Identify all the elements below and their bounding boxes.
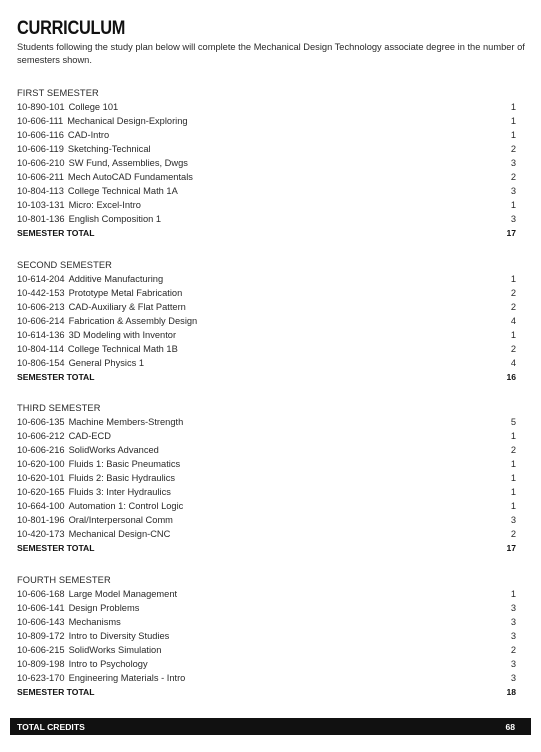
course-code: 10-606-211 (17, 172, 64, 182)
semester-total-row (17, 541, 516, 555)
semester-section (17, 573, 516, 699)
course-row (17, 443, 516, 457)
semester-total-value: 18 (506, 687, 516, 697)
course-name: Fluids 1: Basic Pneumatics (68, 459, 181, 469)
course-row (17, 272, 516, 286)
course-code: 10-606-213 (17, 302, 65, 312)
course-credits: 1 (510, 130, 516, 140)
course-name: CAD-Auxiliary & Flat Pattern (68, 302, 186, 312)
semester-section (17, 401, 516, 555)
course-row (17, 184, 516, 198)
course-credits: 2 (510, 288, 516, 298)
semester-total-row (17, 226, 516, 240)
semester-total-value: 16 (506, 372, 516, 382)
course-name: SW Fund, Assemblies, Dwgs (68, 158, 188, 168)
course-credits: 1 (510, 487, 516, 497)
course-name: General Physics 1 (68, 358, 145, 368)
course-row (17, 527, 516, 541)
course-code: 10-804-114 (17, 344, 64, 354)
course-code: 10-442-153 (17, 288, 65, 298)
intro-text: Students following the study plan below will complete the Mechanical Design Technology associate degree in the number of semesters shown. (17, 42, 525, 65)
semester-total-value: 17 (506, 543, 516, 553)
course-credits: 3 (510, 617, 516, 627)
semester-heading: FIRST SEMESTER (17, 88, 99, 98)
course-name: CAD-ECD (68, 431, 111, 441)
course-code: 10-620-165 (17, 487, 65, 497)
course-credits: 1 (510, 431, 516, 441)
course-row (17, 615, 516, 629)
semester-total-label: SEMESTER TOTAL (17, 543, 95, 553)
course-code: 10-614-204 (17, 274, 65, 284)
course-name: Automation 1: Control Logic (68, 501, 184, 511)
course-name: Mech AutoCAD Fundamentals (67, 172, 193, 182)
total-credits-value: 68 (505, 721, 515, 732)
course-row (17, 114, 516, 128)
course-name: Oral/Interpersonal Comm (68, 515, 173, 525)
course-credits: 3 (510, 515, 516, 525)
course-credits: 4 (510, 358, 516, 368)
course-code: 10-606-141 (17, 603, 65, 613)
course-row (17, 212, 516, 226)
course-name: Prototype Metal Fabrication (68, 288, 183, 298)
course-name: College Technical Math 1B (67, 344, 178, 354)
course-name: Fabrication & Assembly Design (68, 316, 198, 326)
course-name: College 101 (68, 102, 119, 112)
course-name: 3D Modeling with Inventor (68, 330, 177, 340)
course-code: 10-606-111 (17, 116, 64, 126)
semester-total-row (17, 370, 516, 384)
course-name: Intro to Diversity Studies (68, 631, 170, 641)
course-credits: 3 (510, 631, 516, 641)
course-row (17, 457, 516, 471)
course-credits: 3 (510, 673, 516, 683)
course-code: 10-606-216 (17, 445, 65, 455)
course-credits: 1 (510, 274, 516, 284)
page-title: CURRICULUM (17, 18, 126, 39)
course-code: 10-801-196 (17, 515, 65, 525)
course-row (17, 156, 516, 170)
course-name: Design Problems (68, 603, 140, 613)
course-name: Sketching-Technical (67, 144, 151, 154)
course-credits: 2 (510, 172, 516, 182)
course-credits: 1 (510, 116, 516, 126)
semester-total-label: SEMESTER TOTAL (17, 372, 95, 382)
course-code: 10-606-215 (17, 645, 65, 655)
course-credits: 2 (510, 344, 516, 354)
semester-section (17, 258, 516, 384)
course-name: Additive Manufacturing (68, 274, 164, 284)
course-row (17, 170, 516, 184)
course-name: CAD-Intro (67, 130, 110, 140)
course-credits: 1 (510, 200, 516, 210)
course-name: SolidWorks Advanced (68, 445, 159, 455)
course-credits: 1 (510, 501, 516, 511)
course-row (17, 587, 516, 601)
course-name: College Technical Math 1A (67, 186, 178, 196)
course-code: 10-614-136 (17, 330, 65, 340)
semester-heading: FOURTH SEMESTER (17, 575, 111, 585)
course-row (17, 485, 516, 499)
course-row (17, 657, 516, 671)
course-credits: 2 (510, 445, 516, 455)
course-name: Large Model Management (68, 589, 178, 599)
course-name: SolidWorks Simulation (68, 645, 162, 655)
course-name: Mechanical Design-CNC (68, 529, 171, 539)
course-credits: 1 (510, 102, 516, 112)
course-row (17, 629, 516, 643)
course-row (17, 499, 516, 513)
course-credits: 2 (510, 144, 516, 154)
course-row (17, 198, 516, 212)
course-row (17, 671, 516, 685)
total-credits-bar (10, 718, 531, 735)
course-credits: 3 (510, 603, 516, 613)
semester-total-value: 17 (506, 228, 516, 238)
course-credits: 3 (510, 214, 516, 224)
course-row (17, 471, 516, 485)
semester-total-label: SEMESTER TOTAL (17, 228, 95, 238)
course-code: 10-620-100 (17, 459, 65, 469)
total-credits-label: TOTAL CREDITS (17, 721, 85, 732)
course-name: Fluids 2: Basic Hydraulics (68, 473, 175, 483)
course-code: 10-809-172 (17, 631, 65, 641)
course-code: 10-606-214 (17, 316, 65, 326)
course-row (17, 643, 516, 657)
course-code: 10-804-113 (17, 186, 64, 196)
course-code: 10-103-131 (17, 200, 65, 210)
course-credits: 2 (510, 645, 516, 655)
course-code: 10-620-101 (17, 473, 65, 483)
course-name: Machine Members-Strength (68, 417, 184, 427)
course-code: 10-606-168 (17, 589, 65, 599)
course-row (17, 128, 516, 142)
course-row (17, 513, 516, 527)
course-name: Mechanisms (68, 617, 121, 627)
course-name: Engineering Materials - Intro (68, 673, 186, 683)
course-code: 10-606-116 (17, 130, 64, 140)
course-code: 10-623-170 (17, 673, 65, 683)
course-credits: 3 (510, 186, 516, 196)
course-credits: 4 (510, 316, 516, 326)
course-row (17, 314, 516, 328)
course-row (17, 601, 516, 615)
course-code: 10-606-143 (17, 617, 65, 627)
course-code: 10-890-101 (17, 102, 65, 112)
course-row (17, 100, 516, 114)
course-name: Micro: Excel-Intro (68, 200, 141, 210)
course-credits: 2 (510, 302, 516, 312)
course-name: Mechanical Design-Exploring (67, 116, 188, 126)
course-code: 10-420-173 (17, 529, 65, 539)
course-code: 10-809-198 (17, 659, 65, 669)
course-credits: 5 (510, 417, 516, 427)
course-row (17, 356, 516, 370)
course-credits: 1 (510, 459, 516, 469)
course-row (17, 328, 516, 342)
course-row (17, 300, 516, 314)
course-credits: 3 (510, 659, 516, 669)
course-code: 10-664-100 (17, 501, 65, 511)
course-code: 10-801-136 (17, 214, 65, 224)
course-credits: 1 (510, 589, 516, 599)
course-row (17, 342, 516, 356)
course-row (17, 286, 516, 300)
course-code: 10-606-135 (17, 417, 65, 427)
semester-total-row (17, 685, 516, 699)
course-credits: 1 (510, 330, 516, 340)
course-row (17, 429, 516, 443)
course-code: 10-606-212 (17, 431, 65, 441)
course-credits: 2 (510, 529, 516, 539)
course-name: English Composition 1 (68, 214, 162, 224)
semester-section (17, 86, 516, 240)
course-credits: 1 (510, 473, 516, 483)
semester-heading: SECOND SEMESTER (17, 260, 112, 270)
course-name: Fluids 3: Inter Hydraulics (68, 487, 171, 497)
course-code: 10-606-119 (17, 144, 64, 154)
course-name: Intro to Psychology (68, 659, 148, 669)
course-row (17, 415, 516, 429)
course-credits: 3 (510, 158, 516, 168)
course-row (17, 142, 516, 156)
course-code: 10-606-210 (17, 158, 65, 168)
semester-total-label: SEMESTER TOTAL (17, 687, 95, 697)
semester-heading: THIRD SEMESTER (17, 403, 101, 413)
course-code: 10-806-154 (17, 358, 65, 368)
